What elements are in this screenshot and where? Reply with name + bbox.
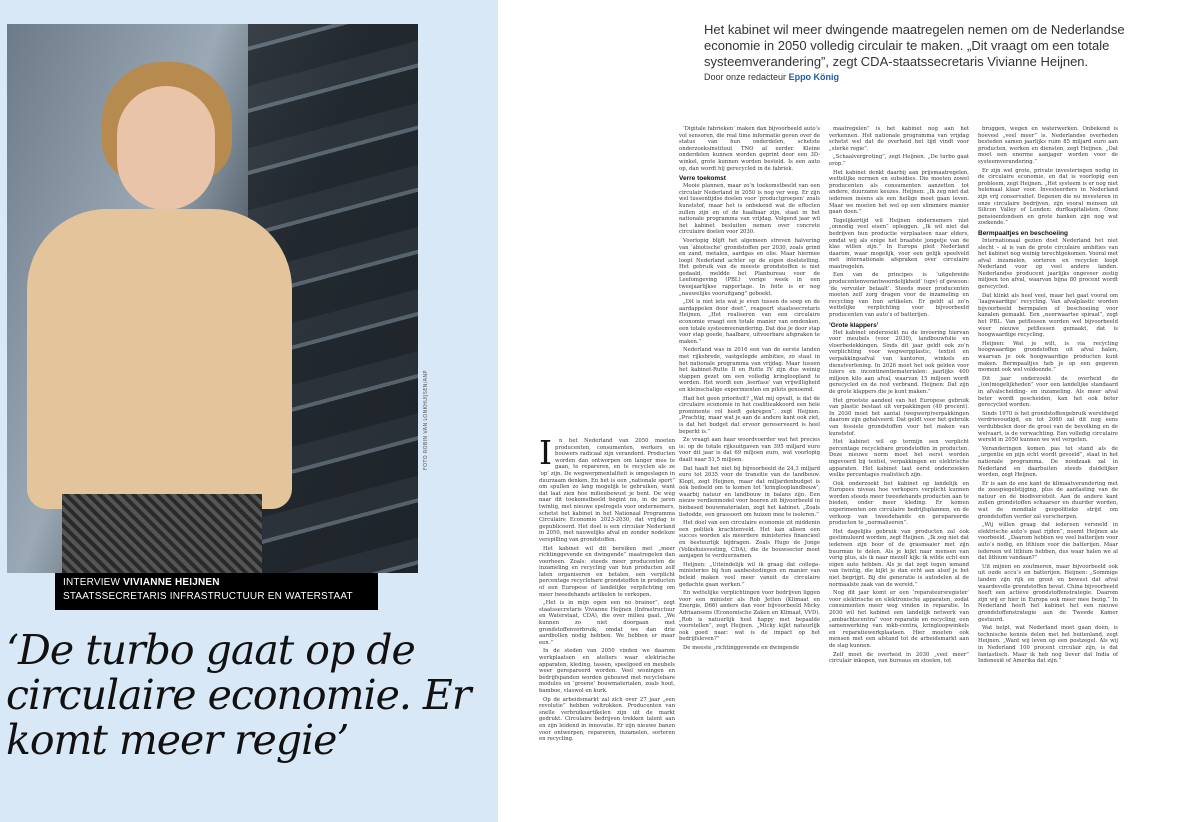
paragraph: Dit jaar onderzoekt de overheid de „(on)mogelijkheden” voor een landelijke standaard in afvalscheiding- en inzameling. Als meer afval beter wordt gescheiden, kan het ook beter gerecycled worden. <box>978 375 1118 409</box>
paragraph: En wettelijke verplichtingen voor bedrijven liggen voor een minister als Rob Jetten (Klimaat en Energie, D66) anders dan voor bijvoorbeeld Micky Adriaansens (Economische Zaken en Klimaat, VVD). „Rob is natuurlijk heel happy met bepaalde voorstellen”, zegt Heijnen. „Micky kijkt natuurlijk ook goed naar: wat is de impact op het bedrijfsleven?” <box>679 590 820 643</box>
paragraph: Het dagelijks gebruik van producten zal ook gestimuleerd worden, zegt Heijnen. „Ik zeg niet dat iedereen zijn boor of de grasmaaier met zijn buurman te delen. Als je kijkt naar mensen van vorig plus, als ik naar mezelf kijk: ik wilde echt een eigen auto hebben. Als je dat zegt tegen iemand van twintig, die kijkt je dan echt aan alsof je het niet begrijpt. Bij die generatie is autodelen al de normaalste zaak van de wereld.” <box>829 528 969 588</box>
paragraph: Dat haalt het niet bij bijvoorbeeld de 24,3 miljard euro tot 2035 voor de transitie van de landbouw. Klopt, zegt Heijnen, maar dat miljardenbudget is óók bedoeld om te komen tot ‘kringlooplandbouw’, waarbij natuur en landbouw in balans zijn. Een nieuw verdienmodel voor boeren zit bijvoorbeeld in biobased bouwmaterialen, zegt het kabinet. „Zoals lisdodde, een grassoort om huizen mee te isoleren.” <box>679 465 820 518</box>
paragraph: Een van de principes is ‘uitgebreide producentenverantwoordelijkheid’ (upv) of gewoon: ‘de vervuiler betaalt’. Steeds meer producenten moeten zelf zorg dragen voor de inzameling en recycling van hun artikelen. Er geldt al zo’n wettelijke verplichting voor bijvoorbeeld producenten van auto’s of batterijen. <box>829 272 969 319</box>
face-shape <box>117 86 215 210</box>
headline: ‘De turbo gaat op de circulaire economie. Er komt meer regie’ <box>6 626 471 764</box>
paragraph: Tegelijkertijd wil Heijnen ondernemers niet „onnodig veel eisen” opleggen. „Ik wil niet dat bedrijven hun productie verplaatsen naar elders, omdat wij als enige het braafste jongetje van de klas willen zijn.” In Europa pleit Nederland daarom, waar mogelijk, voor een gelijk speelveld met internationale afspraken over circulaire maatregelen. <box>829 217 969 270</box>
byline <box>704 72 839 82</box>
paragraph: Heijnen: Wat je wilt, is via recycling hoogwaardige grondstoffen uit afval halen, waarvan je ook hoogwaardige producten kunt maken. Bermpaaltjes heb je op een gegeven moment ook wel voldoende.” <box>978 340 1118 374</box>
portrait-photo <box>7 24 418 573</box>
paragraph: Zelf moet de overheid in 2030 „veel meer” circulair inkopen, van bureaus en stoelen, tot <box>829 651 969 665</box>
paragraph: Er zijn wel grote, private investeringen nodig in de circulaire economie, en dat is voorlopig een probleem, zegt Heijnen. „Het systeem is er nog niet helemaal klaar voor. Investeerders in Nederland zijn vrij conservatief. Degenen die nu investeren in onze circulaire bedrijven, zijn vooral mensen uit Silicon Valley of Londen: durfkapitalisten. Onze pensioenfondsen en grote banken zijn nog wat zoekende.” <box>978 167 1118 227</box>
paragraph: bruggen, wegen en waterwerken. Onbekend is hoeveel „veel meer” is. Nederlandse overheden besteden samen jaarlijks ruim 85 miljard euro aan producten, werken en diensten, zegt Heijnen. „Dat moet een enorme aanjager worden voor de systeemverandering.” <box>978 126 1118 165</box>
right-page <box>498 0 1200 822</box>
byline-author: Eppo König <box>788 72 840 82</box>
paragraph: „Dit is niet iets wat je even tussen de soep en de aardappelen door doet”, reageert staatssecretaris Heijnen. „Het realiseren van een circulaire economie vraagt een totale manier van omdenken, een totale systeemverandering. Dat doe je door stap voor stap goede, haalbare, uitvoerbare afspraken te maken.” <box>679 299 820 345</box>
photo-credit: FOTO ROBIN VAN LONKHUIJSEN/ANP <box>423 370 429 470</box>
byline-prefix: Door onze redacteur <box>704 72 787 82</box>
paragraph: Voorlopig blijft het algemeen streven halvering van ‘abiotische’ grondstoffen per 2030, zoals grind en zand, metalen, aardgas en olie. Maar hiermee loopt Nederland achter op de eigen doelstelling. Het gebruik van de meeste grondstoffen is niet gedaald, meldde het Planbureau voor de Leefomgeving (PBL) vorige week in een tweejaarlijkse rapportage. In feite is er nog „nauwelijks vooruitgang” geboekt. <box>679 237 820 297</box>
paragraph: Wat helpt, wat Nederland moet gaan doen, is technische kennis delen met het buitenland, zegt Heijnen. „Want wij leven op een postzegel. Als wij in Nederland 100 procent circulair zijn, is dat fantastisch. Maar ik heb nog liever dat India of Indonesië of Amerika dat zijn.” <box>978 625 1118 665</box>
dropcap: I <box>539 438 553 472</box>
paragraph: Had het geen prioriteit? „Wat mij opvalt, is dat de circulaire economie in het coalitieakkoord een hele prominente rol heeft gekregen”, zegt Heijnen. „Prachtig, maar wat je aan de andere kant ook ziet, is dat het budget dat ervoor gereserveerd is heel beperkt is.” <box>679 395 820 435</box>
paragraph: maatregelen” is het kabinet nog aan het verkennen. Het nationale programma van vrijdag schetst wel dat de overheid het tijd vindt voor „sterke regie”. <box>829 126 969 152</box>
paragraph: Veranderingen komen pas tot stand als de „urgentie en pijn echt wordt gevoeld”, staat in het nationale programma. De noodzaak zal in Nederland en daarbuiten steeds duidelijker worden, zegt Heijnen. <box>978 445 1118 479</box>
subheading: Verre toekomst <box>679 175 726 183</box>
paragraph: Het grootste aandeel van het Europese gebruik van plastic bestaat uit verpakkingen (40 procent). In 2030 moet het aantal (wegwerp)verpakkingen daarom zijn gehalveerd. Dat geldt voor het gebruik van fossiele grondstoffen voor het maken van kunststof. <box>829 397 969 437</box>
article-column-1 <box>539 438 675 822</box>
paragraph: Het kabinet wil op termijn een verplicht percentage recyclebare grondstoffen in producten. Deze nieuwe norm moet het eerst worden ingevoerd bij textiel, verpakkingen en elektrische apparaten. Het kabinet laat eerst onderzoeken welke percentages realistisch zijn. <box>829 439 969 479</box>
skirt-shape <box>62 494 262 573</box>
paragraph: In de steden van 2050 vinden we daarom werkplaatsen en ateliers waar elektrische apparaten, kleding, tassen, speelgoed en meubels weer gerepareerd worden. Veel woningen en bedrijfspanden worden gebouwd met recyclebare modules en ‘groene’ bouwmaterialen, zoals hout, bamboe, vlaswol en kurk. <box>539 648 675 694</box>
paragraph: Dat klinkt als heel veel, maar het gaat vooral om ‘laagwaardige’ recycling. Van afvalplastic worden bijvoorbeeld bermpalen of beschoeiing voor kanalen gemaakt. Een „neerwaartse spiraal”, zegt het PBL. Van petflessen worden wel bijvoorbeeld weer nieuwe petflessen gemaakt, dat is hoogwaardige recycling. <box>978 292 1118 339</box>
paragraph: „Wij willen graag dat iedereen versneld in elektrische auto’s gaat rijden”, noemt Heijnen als voorbeeld. „Daarom hebben we veel batterijen voor auto’s nodig, en lithium voor die batterijen. Maar iedereen wil lithium hebben, dus waar halen we al dat lithium vandaan?” <box>978 522 1118 562</box>
paragraph: Er is aan de ene kant de klimaatverandering met de zeespiegelstijging, plus de aantasting van de natuur en de biodiversiteit. Aan de andere kant zullen grondstoffen schaarser en duurder worden, wat de mondiale geopolitieke strijd om grondstoffen verder zal verscherpen. <box>978 480 1118 520</box>
article-column-2 <box>679 126 820 822</box>
paragraph: Uit mijnen en zoutmeren, maar bijvoorbeeld ook uit oude accu’s en batterijen. Heijnen: „Sommige landen zijn rijk en groot en bewust dat afval waardevolle grondstoffen bevat. China bijvoorbeeld heeft een actieve grondstoffenstrategie. Daarom zijn wij er hier in Europa ook meer mee bezig.” In Nederland heeft het kabinet het een nieuwe grondstoffenstrategie aan de Tweede Kamer gestuurd. <box>978 563 1118 623</box>
article-column-4 <box>978 126 1118 822</box>
left-page <box>0 0 498 822</box>
subheading: ‘Grote klappers’ <box>829 321 879 329</box>
paragraph: Internationaal gezien doet Nederland het niet slecht – al is van de grote circulaire ambities van het kabinet nog weinig terechtgekomen. Vooral met afval inzamelen, sorteren en recyclen loopt Nederland voor op veel andere landen. Nederlandse producent jaarlijks ongeveer zestig miljoen ton afval, waarvan bijna 80 procent wordt gerecycled. <box>978 237 1118 291</box>
paragraph: n het Nederland van 2050 moeten producenten, consumenten, werkers en bouwers radicaal zijn veranderd. Producten worden dan ontworpen om langer mee te gaan, te repareren, en te recyclen als ze ‘op’ zijn. De wegwerpmentaliteit is omgeslagen in duurzaam denken. En het is een „nationale sport” om spullen zo lang mogelijk te gebruiken, want dat laat zien hoe milieubewust je bent. De weg naar dit toekomstbeeld begint nu, in de jaren twintig, met nieuwe spelregels voor ondernemers, schetst het kabinet in het Nationaal Programma Circulaire Economie 2023-2030, dat vrijdag is gepubliceerd. Het doel is een circulair Nederland in 2050, met nauwelijks afval en zonder nodeloze verspilling van grondstoffen. <box>539 438 675 543</box>
paragraph: Nederland was in 2016 een van de eerste landen met rijksbrede, vastgelegde ambities, zo staat in het nationale programma van vrijdag. Maar tussen het kabinet-Rutte II en Rutte IV zijn dus weinig stappen gezet om een volledig kringloopland te worden. Het wordt een ‚leerfase’ van vrijwilligheid en kleinschalige experimenten en pilots genoemd. <box>679 347 820 393</box>
paragraph: ‘Digitale fabrieken’ maken dan bijvoorbeeld auto’s vol sensoren, die real time informatie geven over de status van hun onderdelen, schetste onderzoeksinstituut TNO al eerder. Kleine onderdelen kunnen worden geprint door een 3D-winkel, grote kunnen worden besteld. Is een auto op, dan wordt hij gerecycled in de fabriek. <box>679 126 820 172</box>
intro-text: Het kabinet wil meer dwingende maatregelen nemen om de Nederlandse economie in 2050 volledig circulair te maken. „Dit vraagt om een totale systeemverandering”, zegt CDA-staatssecretaris Vivianne Heijnen. <box>704 22 1125 69</box>
caption-line-1 <box>63 577 370 588</box>
paragraph: Nog dit jaar komt er een ‘reparateursregister’ voor elektrische en elektronische apparaten, zodat consumenten meer weg vinden in reparatie. In 2030 wil het kabinet een landelijk netwerk van „ambachtscentra” voor reparatie en recycling, een samenwerking van mkb-centra, kringloopwinkels en reparatiewerkplaatsen. Hier moeten ook mensen met een afstand tot de arbeidsmarkt aan de slag kunnen. <box>829 590 969 649</box>
paragraph: Ook onderzoekt het kabinet op landelijk en Europees niveau hoe verkopers verplicht kunnen worden steeds meer tweedehands producten aan te bieden, onder meer kleding. Er komen experimenten om circulaire bedrijfsplannen, en de verkoop van tweedehands en gerepareerde producten te „normaliseren”. <box>829 480 969 527</box>
paragraph: „Schaalvergroting”, zegt Heijnen. „De turbo gaat erop.” <box>829 154 969 167</box>
subheading: Bermpaaltjes en beschoeiing <box>978 229 1068 237</box>
blouse-shape <box>27 209 292 509</box>
paragraph: Ze vraagt aan haar woordvoerder wat het precies is: op de totale rijksuitgaven van 395 miljard euro voor dit jaar is dat 69 miljoen euro, wat voorlopig daalt naar 51,5 miljoen. <box>679 437 820 463</box>
paragraph: Op de arbeidsmarkt zal zich over 27 jaar „een revolutie” hebben voltrokken. Producenten van snelle verbruiksartikelen zijn uit de markt gedrukt. Circulaire bedrijven trekken talent aan en zijn leidend in innovatie. Er zijn nieuwe banen voor ontwerpen, repareren, inzamelen, sorteren en recycling. <box>539 696 675 743</box>
caption-role: STAATSSECRETARIS INFRASTRUCTUUR EN WATERSTAAT <box>63 591 353 602</box>
paragraph: Het doel van een circulaire economie zit middenin een politiek krachtenveld. Het kan alleen een succes worden als meerdere ministeries financieel en bestuurlijk bijdragen. Zoals Hugo de Jonge (Volkshuisvesting, CDA), die de bouwsector moet aanjagen te verduurzamen. <box>679 520 820 560</box>
paragraph: Het kabinet wil dit bereiken met „meer richtinggevende en dwingende” maatregelen dan voorheen. Zoals: steeds meer producenten de inzameling en recycling van hun producten zelf laten organiseren en betalen, een verplicht percentage recyclebare grondstoffen in producten of een Europese of landelijke verplichting om meer tweedehands artikelen te verkopen. <box>539 545 675 598</box>
paragraph: Het kabinet denkt daarbij aan prijsmaatregelen, wettelijke normen en subsidies. Die moeten zowel producenten als consumenten aanzetten tot andere, duurzame keuzes. Heijnen: „Ik zeg niet dat iedereen ineens als een heilige moet gaan leven. Maar we moeten het wel op een slimmere manier gaan doen.” <box>829 169 969 216</box>
paragraph: Sinds 1970 is het grondstoffengebruik wereldwijd verdrievoudigd, en tot 2060 zal dit nog eens verdubbelen door de groei van de bevolking en de welvaart, is de verwachting. Een volledig circulaire wereld in 2050 kunnen we wel vergeten. <box>978 410 1118 444</box>
paragraph: De meeste „richtinggevende en dwingende <box>683 644 799 651</box>
paragraph: „Het is in mijn ogen een no brainer”, zegt staatssecretaris Vivianne Heijnen (Infrastructuur en Waterstaat, CDA), die over milieu gaat. „We kunnen zo niet doorgaan met grondstoffenverbruik, omdat we dan drie aardbollen nodig hebben. We hebben er maar een.” <box>539 600 675 646</box>
article-column-3 <box>829 126 969 822</box>
caption-label: INTERVIEW <box>63 577 121 588</box>
paragraph: Het kabinet onderzoekt nu de invoering hiervan voor meubels (voor 2030), landbouwfolie en vloerbedekkingen. Sinds dit jaar geldt ook zo’n verplichting voor wegwerpplastic, textiel en verpakkingsafval van kantoren, winkels en dienstverlening. In 2026 moet het ook gelden voor luiers en incontinentiematerialen: jaarlijks 400 miljoen kilo aan afval, waarvan 15 miljoen wordt gerecycled en de rest verbrand. Heijnen: Dat zijn de grote klappers die je kunt maken.” <box>829 329 969 395</box>
caption-name: VIVIANNE HEIJNEN <box>123 577 220 588</box>
paragraph: Mooie plannen, maar zo’n toekomstbeeld van een circulair Nederland in 2050 is nog ver weg. Er zijn wel tussentijdse doelen voor ‘productgroepen’ zoals kunststof, maar het is onbekend wat de effecten zullen zijn en of de haalbaar zijn, staat in het nationale programma van vrijdag. Volgend jaar wil het kabinet besluiten nemen over concrete circulaire doelen voor 2030. <box>679 183 820 236</box>
caption-box <box>55 573 378 610</box>
paragraph: Heijnen: „Uiteindelijk wil ik graag dat collega-ministeries bij hun aanbestedingen en manier van beleid maken veel meer vanuit de circulaire gedachte gaan werken.” <box>679 561 820 588</box>
